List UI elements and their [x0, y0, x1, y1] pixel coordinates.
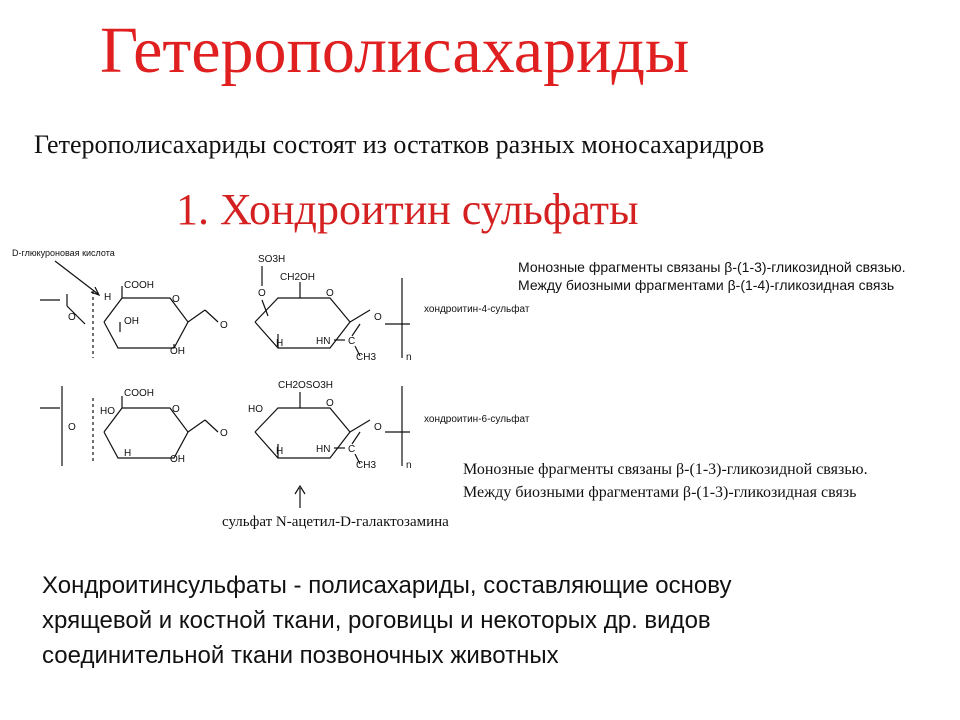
s1-so3h: SO3H: [258, 254, 286, 265]
s1-ring1-oh-b: OH: [170, 346, 185, 357]
s2-o-link-left: O: [68, 422, 76, 433]
slide-subtitle: Гетерополисахариды состоят из остатков разных моносахаридров: [34, 130, 765, 159]
linkage-note-1-line1: Монозные фрагменты связаны β-(1-3)-гликозидной связью.: [518, 259, 906, 275]
description-line-1: Хондроитинсульфаты - полисахариды, составляющие основу: [42, 572, 732, 599]
section-heading: 1. Хондроитин сульфаты: [176, 185, 639, 234]
s2-name: хондроитин-6-сульфат: [424, 414, 530, 425]
s2-n: n: [406, 460, 412, 471]
s1-sulfate-o: O: [258, 288, 266, 299]
s2-ring1-o: O: [172, 404, 180, 415]
s2-ho-ring2: HO: [248, 404, 263, 415]
s1-ring2-o: O: [326, 288, 334, 299]
s1-ch3: CH3: [356, 352, 377, 363]
s2-ring1-h: H: [124, 448, 132, 459]
description-text: [42, 568, 731, 673]
s1-n: n: [406, 352, 412, 363]
description-line-2: хрящевой и костной ткани, роговицы и некоторых др. видов: [42, 607, 711, 634]
s1-hn: HN: [316, 336, 331, 347]
galactosamine-arrow-icon: [295, 486, 305, 508]
sulfate-galactosamine-label: сульфат N-ацетил-D-галактозамина: [222, 514, 449, 530]
s1-o-link-right: O: [374, 312, 382, 323]
s2-hn: HN: [316, 444, 331, 455]
s1-ring1-oh-a: OH: [124, 316, 139, 327]
s2-ch2oso3h: CH2OSO3H: [278, 380, 334, 391]
s2-ch3: CH3: [356, 460, 377, 471]
chondroitin-structure-diagram: [0, 236, 600, 526]
linkage-note-2-line1: Монозные фрагменты связаны β-(1-3)-гликозидной связью.: [463, 461, 868, 478]
structure-chondroitin-4-sulfate: [40, 254, 530, 363]
s1-o-link-left: O: [68, 312, 76, 323]
s1-c: C: [348, 336, 356, 347]
linkage-note-2-line2: Между биозными фрагментами β-(1-3)-гликозидная связь: [463, 484, 857, 501]
s1-ring2-h: H: [276, 338, 284, 349]
s2-ring1-oh: OH: [170, 454, 185, 465]
glucuronic-acid-label: D-глюкуроновая кислота: [12, 248, 115, 258]
s2-o-link-right: O: [374, 422, 382, 433]
s2-glycosidic-o: O: [220, 428, 228, 439]
linkage-note-1-line2: Между биозными фрагментами β-(1-4)-гликозидная связь: [518, 277, 895, 293]
s1-ring1-h: H: [104, 292, 112, 303]
s2-c: C: [348, 444, 356, 455]
structure-chondroitin-6-sulfate: [40, 380, 530, 471]
s1-cooh: COOH: [124, 280, 154, 291]
description-line-3: соединительной ткани позвоночных животных: [42, 642, 559, 669]
slide-title: Гетерополисахариды: [100, 14, 690, 87]
s2-ho: HO: [100, 406, 115, 417]
s2-ring2-o: O: [326, 398, 334, 409]
s1-ring1-o: O: [172, 294, 180, 305]
s1-ch2oh: CH2OH: [280, 272, 316, 283]
s1-glycosidic-o: O: [220, 320, 228, 331]
s1-name: хондроитин-4-сульфат: [424, 304, 530, 315]
s2-ring2-h: H: [276, 446, 284, 457]
glucuronic-arrow-icon: [55, 261, 99, 295]
s2-cooh: COOH: [124, 388, 154, 399]
